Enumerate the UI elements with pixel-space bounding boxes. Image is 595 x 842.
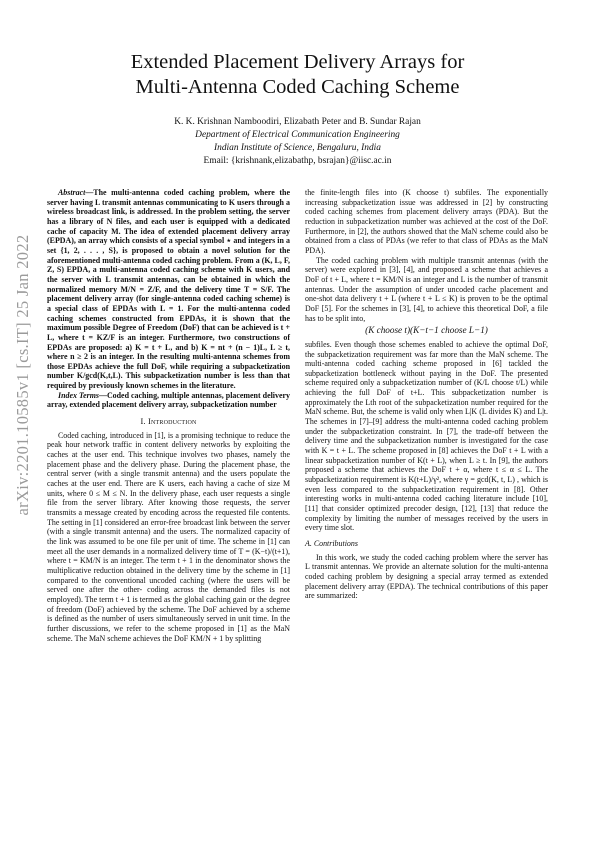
author-block [60,116,535,168]
abstract-label: Abstract [58,188,86,197]
subsection-heading-contributions: A. Contributions [305,538,358,548]
introduction-body [47,431,290,643]
subfile-equation: (K choose t)(K−t−1 choose L−1) [365,325,488,336]
paper-title [60,50,535,100]
right-column [305,188,548,601]
title-line-1: Extended Placement Delivery Arrays for [130,51,465,73]
abstract-paragraph [47,188,290,391]
right-paragraph-2: The coded caching problem with multiple transmit antennas (with the server) were explored in [3], [4], and proposed a scheme that achieves a DoF of t + L, where t = KM/N is an integer and L is the number of transmit antennas. Under the assumption of under uncoded cache placement and one-shot data delivery t + L (where t + L ≤ K) is proven to be the optimal DoF [5]. For the schemes in [3], [4], to achieve this theoretical DoF, a file has to be split into, [305,255,548,323]
title-line-2: Multi-Antenna Coded Caching Scheme [135,76,460,98]
author-email: Email: {krishnank,elizabathp, bsrajan}@iisc.ac.in [203,156,392,166]
index-terms-label: Index Terms [58,390,99,400]
author-names: K. K. Krishnan Namboodiri, Elizabath Peter and B. Sundar Rajan [174,117,421,127]
affiliation-dept: Department of Electrical Communication Engineering [195,130,400,140]
left-column [47,188,290,643]
abstract-text: —The multi-antenna coded caching problem, where the server having L transmit antennas communicating to K users through a wireless broadcast link, is addressed. In the problem setting, the server has a library of N files, and each user is equipped with a dedicated cache of capacity M. The idea of extended placement delivery array (EPDA), an array which consists of a special symbol ⋆ and integers in a set {1, 2, . . . , S}, is proposed to obtain a novel solution for the aforementioned multi-antenna coded caching problem. From a (K, L, F, Z, S) EPDA, a multi-antenna coded caching scheme with K users, and the server with L transmit antennas, can be obtained in which the normalized memory M/N = Z/F, and the delivery time T = S/F. The placement delivery array (for single-antenna coded caching scheme) is a special class of EPDAs with L = 1. For the multi-antenna coded caching schemes constructed from EPDAs, it is shown that the maximum possible Degree of Freedom (DoF) that can be achieved is t + L, where t = KZ/F is an integer. Furthermore, two constructions of EPDAs are proposed: a) K = t + L, and b) K = nt + (n − 1)L, L ≥ t, where n ≥ 2 is an integer. In the resulting multi-antenna schemes from those EPDAs achieve the full DoF, while requiring a subpacketization number K/gcd(K,t,L). This subpacketization number is less than that required by previously known schemes in the literature. [47,188,290,391]
abstract [47,188,290,410]
affiliation-inst: Indian Institute of Science, Bengaluru, India [214,143,381,153]
intro-paragraph-1: Coded caching, introduced in [1], is a promising technique to reduce the peak hour network traffic in content delivery networks by exploiting the caches at the user end. This technique involves two phases, namely the placement phase and the delivery phase. During the placement phase, the central server (with a single transmit antenna) and the users populate the caches at the user end. There are K users, each having a cache of size M units, where 0 ≤ M ≤ N. In the delivery phase, each user requests a single file from the server library. After knowing those requests, the server transmits a message created by encoding across the requested file contents. The setting in [1] considered an error-free broadcast link between the server (with a single transmit antenna) and the users. The normalized capacity of the link was assumed to be one file per unit of time. The scheme in [1] can meet all the user demands in a normalized delivery time of T = (K−t)/(t+1), where t = KM/N is an integer. The term t + 1 in the denominator shows the multiplicative reduction obtained in the delivery time by the scheme in [1] compared to the conventional uncoded caching (where the users will be served one after the other- coding across the demanded files is not employed). The term t + 1 is termed as the global caching gain or the degree of freedom (DoF) achieved by the scheme. The DoF achieved by a scheme is defined as the number of users simultaneously served in unit time. In the further discussions, we refer to the scheme proposed in [1] as the MaN scheme. The MaN scheme achieves the DoF KM/N + 1 by splitting [47,430,290,643]
affiliation [60,129,535,168]
index-terms [47,391,290,410]
index-terms-text: —Coded caching, multiple antennas, placement delivery array, extended placement delivery array, subpacketization number [47,390,290,410]
right-paragraph-4: In this work, we study the coded caching problem where the server has L transmit antennas. We provide an alternate solution for the multi-antenna coded caching problem by designing a special array termed as extended placement delivery array (EPDA). The technical contributions of this paper are summarized: [305,552,548,601]
right-paragraph-3: subfiles. Even though those schemes enabled to achieve the optimal DoF, the subpacketization requirement was far more than the MaN scheme. The multi-antenna coded caching scheme proposed in [6] tackled the subpacketization bottleneck without paying in the DoF. The presented scheme required only a subpacketization number of (K/L choose t/L) while achieving the full DoF of t+L. This subpacketization number is approximately the Lth root of the subpacketization number required for the MaN scheme. But, the scheme is valid only when L|K (L divides K) and L|t. The schemes in [7]–[9] address the multi-antenna coded caching problem under the subpacketization constraint. In [7], the trade-off between the delivery time and the subpacketization number is investigated for the case with K = t + L. The scheme proposed in [8] achieves the DoF t + L with a linear subpacketization number of K(t + L), when L ≥ t. In [9], the authors proposed a scheme that achieves the DoF t + α, where t ≤ α ≤ L. The subpacketization requirement is K(t+L)/γ², where γ = gcd(K, t, L) , which is even less compared to the subpacketization requirement in [8]. Other interesting works in multi-antenna coded caching literature include [10], [11] that consider optimized precoder design, [12], [13] that reduce the complexity by limiting the number of messages received by the users in every time slot. [305,339,548,533]
section-heading-introduction: I. Introduction [140,417,197,427]
right-paragraph-1: the finite-length files into (K choose t) subfiles. The exponentially increasing subpacketization issue was addressed in [2] by constructing coded caching schemes from placement delivery arrays (PDA). But the reduction in subpacketization number was achieved at the cost of the DoF. Furthermore, in [2], the authors showed that the MaN scheme could also be obtained from a class of PDAs (we refer to that class of PDAs as the MaN PDA). [305,188,548,255]
arxiv-stamp: arXiv:2201.10585v1 [cs.IT] 25 Jan 2022 [13,234,32,516]
